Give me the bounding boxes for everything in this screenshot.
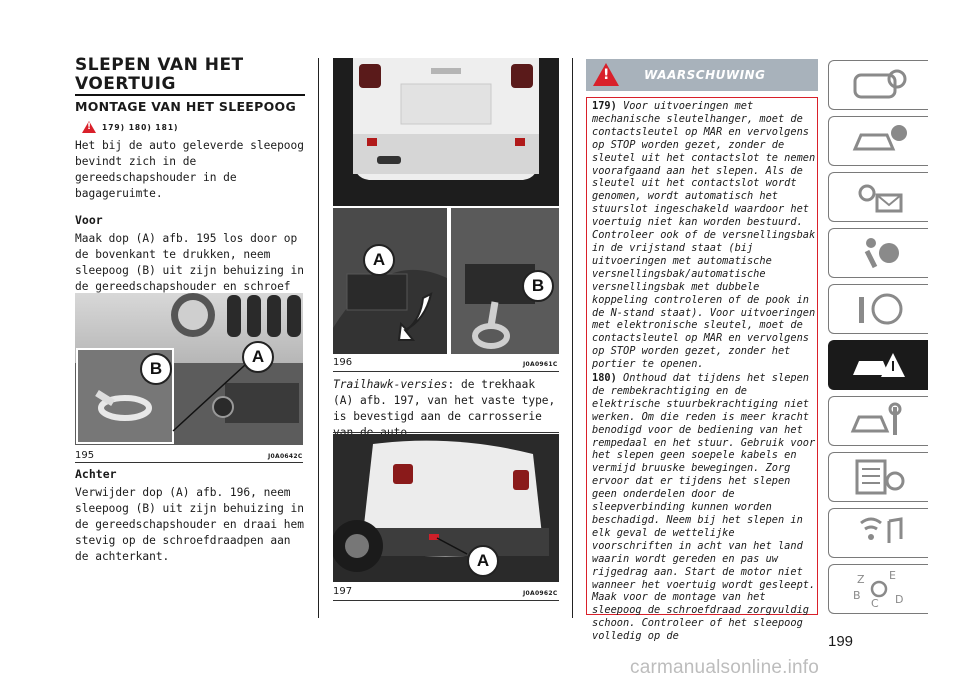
rear-car-illustration xyxy=(333,58,559,206)
intro-paragraph: Het bij de auto geleverde sleepoog bevindt zich in de gereedschapshouder in de bagageruimte. xyxy=(75,139,305,200)
callout-a-fig195: A xyxy=(242,341,274,373)
sidebar-tab-warning-lights[interactable] xyxy=(828,172,928,222)
voor-paragraph: Maak dop (A) afb. 195 los door op de bovenkant te drukken, neem sleepoog (B) uit zijn behuizing in de gereedschapshouder en schroef xyxy=(75,232,305,293)
figure-197-code: J0A0962C xyxy=(523,590,558,597)
airbag-icon xyxy=(849,233,909,273)
steering-wheel-icon xyxy=(849,289,909,329)
warning-item-number: 179) xyxy=(592,100,617,112)
technical-data-icon xyxy=(849,457,909,497)
figure-196-rule xyxy=(333,371,559,372)
emergency-icon xyxy=(849,345,909,385)
warning-item xyxy=(592,100,816,371)
figure-197-number: 197 xyxy=(333,586,353,597)
sidebar-tab-technical-data[interactable] xyxy=(828,452,928,502)
sidebar-tab-safety[interactable] xyxy=(828,228,928,278)
warning-triangle-icon xyxy=(82,121,96,133)
warning-large-triangle-icon xyxy=(593,63,619,86)
figure-195-number: 195 xyxy=(75,450,95,461)
column-divider-1 xyxy=(318,58,319,618)
svg-text:C: C xyxy=(870,597,879,610)
figure-197-top-rule xyxy=(333,432,559,433)
section-title: SLEPEN VAN HET VOERTUIG xyxy=(75,55,244,94)
svg-text:Z: Z xyxy=(856,573,865,586)
sidebar-tab-car-info[interactable] xyxy=(828,116,928,166)
column-divider-2 xyxy=(572,58,573,618)
warning-lights-icon xyxy=(849,177,909,217)
front-bumper-illustration xyxy=(75,293,303,445)
warning-text xyxy=(592,100,816,643)
figure-197-photo xyxy=(333,434,559,582)
section-title-rule xyxy=(75,94,305,96)
sidebar-tab-maintenance[interactable] xyxy=(828,396,928,446)
achter-heading: Achter xyxy=(75,467,117,481)
svg-text:E: E xyxy=(888,569,896,582)
multimedia-icon xyxy=(849,513,909,553)
svg-text:B: B xyxy=(852,589,861,602)
figure-195-code: J0A0642C xyxy=(268,453,303,460)
figure-196-number: 196 xyxy=(333,357,353,368)
figure-196-left-photo xyxy=(333,208,447,354)
sidebar-tab-dashboard[interactable] xyxy=(828,60,928,110)
car-info-icon xyxy=(849,121,909,161)
figure-196-code: J0A0961C xyxy=(523,361,558,368)
warning-item-text: Onthoud dat tijdens het slepen de rembekrachtiging en de elektrische stuurbekrachtiging niet werken. Om die reden is meer kracht benodigd voor de bediening van het rempedaal en het stuur. Gebruik voor het slepen geen soepele kabels en vermijd bruuske bewegingen. Zorg ervoor dat er tijdens het slepen geen onderdelen door de sleepverbinding kunnen worden beschadigd. Neem bij het slepen in elk geval de wettelijke voorschriften in acht van het land waarin wordt gereden en pas uw rijgedrag aan. Start de motor niet wanneer het voertuig wordt gesleept. Maak voor de montage van het sleepoog de schroefdraad zorgvuldig schoon. Controleer of het sleepoog volledig op de xyxy=(592,372,816,643)
warning-references xyxy=(82,121,178,133)
dashboard-icon xyxy=(849,65,909,105)
achter-block xyxy=(75,466,305,565)
maintenance-icon xyxy=(849,401,909,441)
figure-196-top-photo xyxy=(333,58,559,206)
warning-refs-text: 179) 180) 181) xyxy=(102,122,179,132)
callout-a-fig196: A xyxy=(363,244,395,276)
sidebar-tab-index[interactable] xyxy=(828,564,928,614)
figure-195-rule xyxy=(75,462,303,463)
index-icon xyxy=(849,567,909,611)
sidebar-tab-emergency[interactable] xyxy=(828,340,928,390)
warning-header xyxy=(586,59,818,91)
warning-item-number: 180) xyxy=(592,372,617,385)
sidebar-tab-starting-driving[interactable] xyxy=(828,284,928,334)
callout-b-fig196: B xyxy=(522,270,554,302)
callout-b-fig195: B xyxy=(140,353,172,385)
subsection-title: MONTAGE VAN HET SLEEPOOG xyxy=(75,99,297,114)
sidebar-tab-multimedia[interactable] xyxy=(828,508,928,558)
page-number: 199 xyxy=(828,633,854,650)
warning-title: WAARSCHUWING xyxy=(644,68,766,82)
warning-item-text: Voor uitvoeringen met mechanische sleutelhanger, moet de contactsleutel op MAR en vervolgens op STOP worden gezet, zonder de sleutel uit het contactslot te nemen voorafgaand aan het slepen. Als de sleutel uit het contactslot wordt genomen, wordt automatisch het stuurslot ingeschakeld waardoor het voertuig niet kan worden bestuurd. Controleer ook of de versnellingsbak in de vrijstand staat (bij uitvoeringen met automatische versnellingsbak/automatische versnellingsbak met dubbele koppeling controleren of de pook in de N-stand staat). Voor uitvoeringen met elektronische sleutel, moet de contactsleutel op MAR en vervolgens op STOP worden gezet, zonder het portier te openen. xyxy=(592,100,816,371)
watermark: carmanualsonline.info xyxy=(630,657,820,678)
figure-195-photo xyxy=(75,293,303,445)
achter-paragraph: Verwijder dop (A) afb. 196, neem sleepoog (B) uit zijn behuizing in de gereedschapshouder en draai hem stevig op de schroefdraadpen aan de achterkant. xyxy=(75,486,305,563)
trailhawk-term: Trailhawk-versies xyxy=(333,378,448,391)
warning-item xyxy=(592,372,816,643)
callout-a-fig197: A xyxy=(467,545,499,577)
figure-197-rule xyxy=(333,600,559,601)
intro-text xyxy=(75,138,305,311)
trailhawk-description: : de trekhaak (A) afb. 197, van het vaste type, is bevestigd aan de carrosserie xyxy=(333,378,556,423)
rear-cap-illustration xyxy=(333,208,447,354)
trailhawk-hook-illustration xyxy=(333,434,559,582)
voor-heading: Voor xyxy=(75,213,103,227)
svg-text:D: D xyxy=(894,593,903,606)
